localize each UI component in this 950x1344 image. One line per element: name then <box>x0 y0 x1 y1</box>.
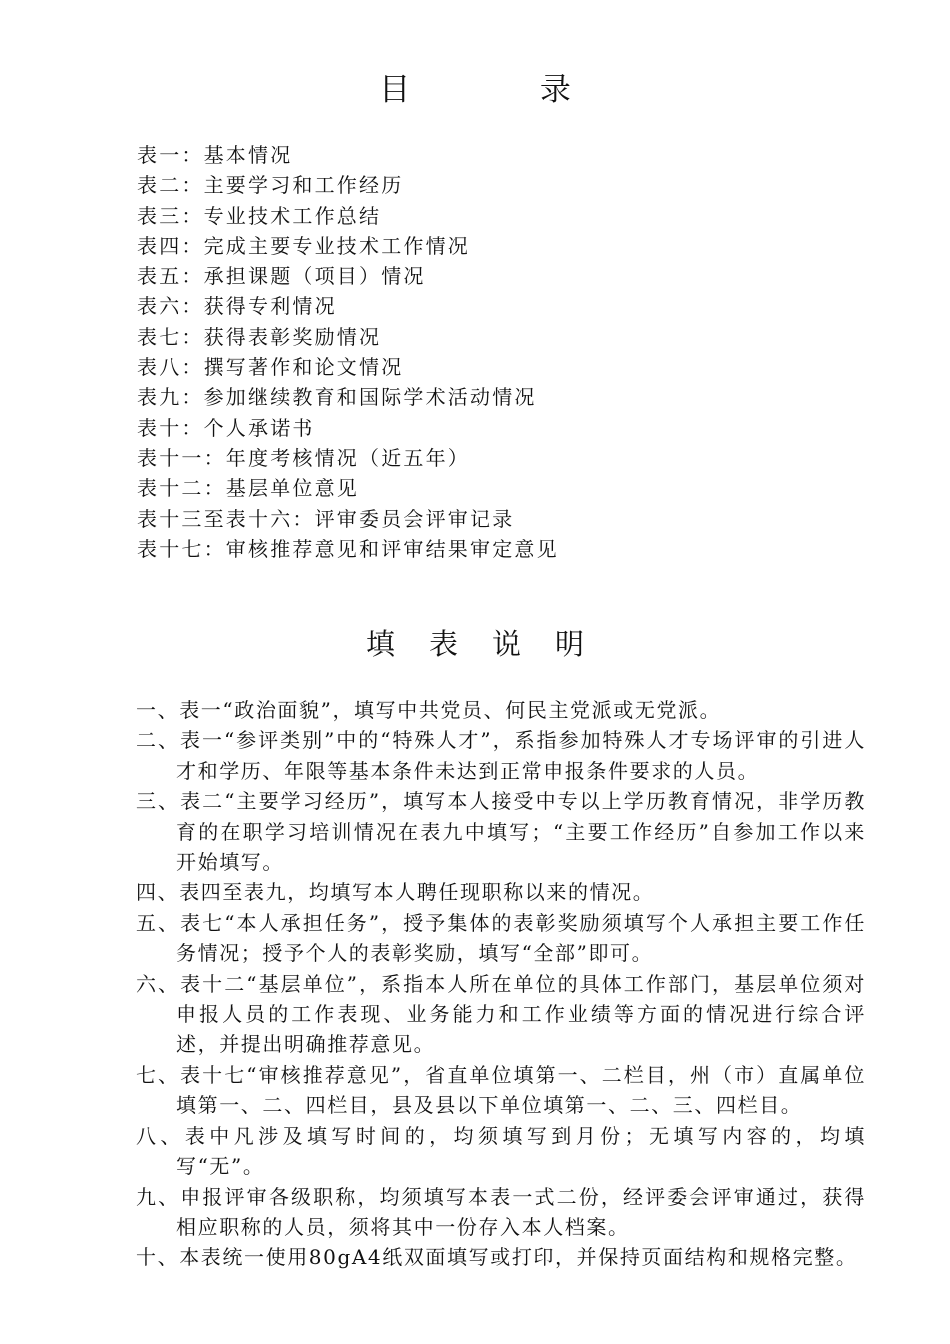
note-item: 九、申报评审各级职称，均须填写本表一式二份，经评委会评审通过，获得相应职称的人员，须将其中一份存入本人档案。 <box>136 1184 866 1239</box>
notes-title: 填表说明 <box>365 627 618 661</box>
note-item: 七、表十七“审核推荐意见”，省直单位填第一、二栏目，州（市）直属单位填第一、二、四栏目，县及县以下单位填第一、二、三、四栏目。 <box>136 1062 866 1118</box>
toc-item: 表三：专业技术工作总结 <box>137 203 382 228</box>
toc-item: 表十七：审核推荐意见和评审结果审定意见 <box>137 536 559 561</box>
toc-item: 表四：完成主要专业技术工作情况 <box>137 233 470 258</box>
note-item: 一、表一“政治面貌”，填写中共党员、何民主党派或无党派。 <box>136 698 722 722</box>
toc-item: 表七：获得表彰奖励情况 <box>137 324 382 349</box>
note-item: 五、表七“本人承担任务”，授予集体的表彰奖励须填写个人承担主要工作任务情况；授予个人的表彰奖励，填写“全部”即可。 <box>136 910 866 966</box>
toc-item: 表二：主要学习和工作经历 <box>137 173 404 198</box>
note-item: 三、表二“主要学习经历”，填写本人接受中专以上学历教育情况，非学历教育的在职学习培训情况在表九中填写；“主要工作经历”自参加工作以来开始填写。 <box>136 789 866 875</box>
note-item: 八、表中凡涉及填写时间的，均须填写到月份；无填写内容的，均填写“无”。 <box>136 1123 866 1179</box>
note-item: 四、表四至表九，均填写本人聘任现职称以来的情况。 <box>136 880 655 905</box>
notes-list <box>136 695 866 1273</box>
toc-item: 表一：基本情况 <box>137 143 293 167</box>
toc-item: 表十三至表十六：评审委员会评审记录 <box>137 506 515 531</box>
note-item: 二、表一“参评类别”中的“特殊人才”，系指参加特殊人才专场评审的引进人才和学历、年限等基本条件未达到正常申报条件要求的人员。 <box>136 728 866 783</box>
toc-item: 表八：撰写著作和论文情况 <box>137 355 404 380</box>
toc-title: 目 录 <box>379 72 631 108</box>
toc-item: 表十：个人承诺书 <box>137 415 315 440</box>
toc-item: 表五：承担课题（项目）情况 <box>137 264 426 289</box>
note-item: 十、本表统一使用80gA4纸双面填写或打印，并保持页面结构和规格完整。 <box>136 1245 858 1270</box>
toc-list <box>137 140 559 564</box>
note-item: 六、表十二“基层单位”，系指本人所在单位的具体工作部门，基层单位须对申报人员的工作表现、业务能力和工作业绩等方面的情况进行综合评述，并提出明确推荐意见。 <box>136 971 866 1057</box>
toc-item: 表十二：基层单位意见 <box>137 476 359 501</box>
toc-item: 表九：参加继续教育和国际学术活动情况 <box>137 385 537 410</box>
toc-item: 表六：获得专利情况 <box>137 294 337 319</box>
toc-item: 表十一：年度考核情况（近五年） <box>137 445 470 470</box>
